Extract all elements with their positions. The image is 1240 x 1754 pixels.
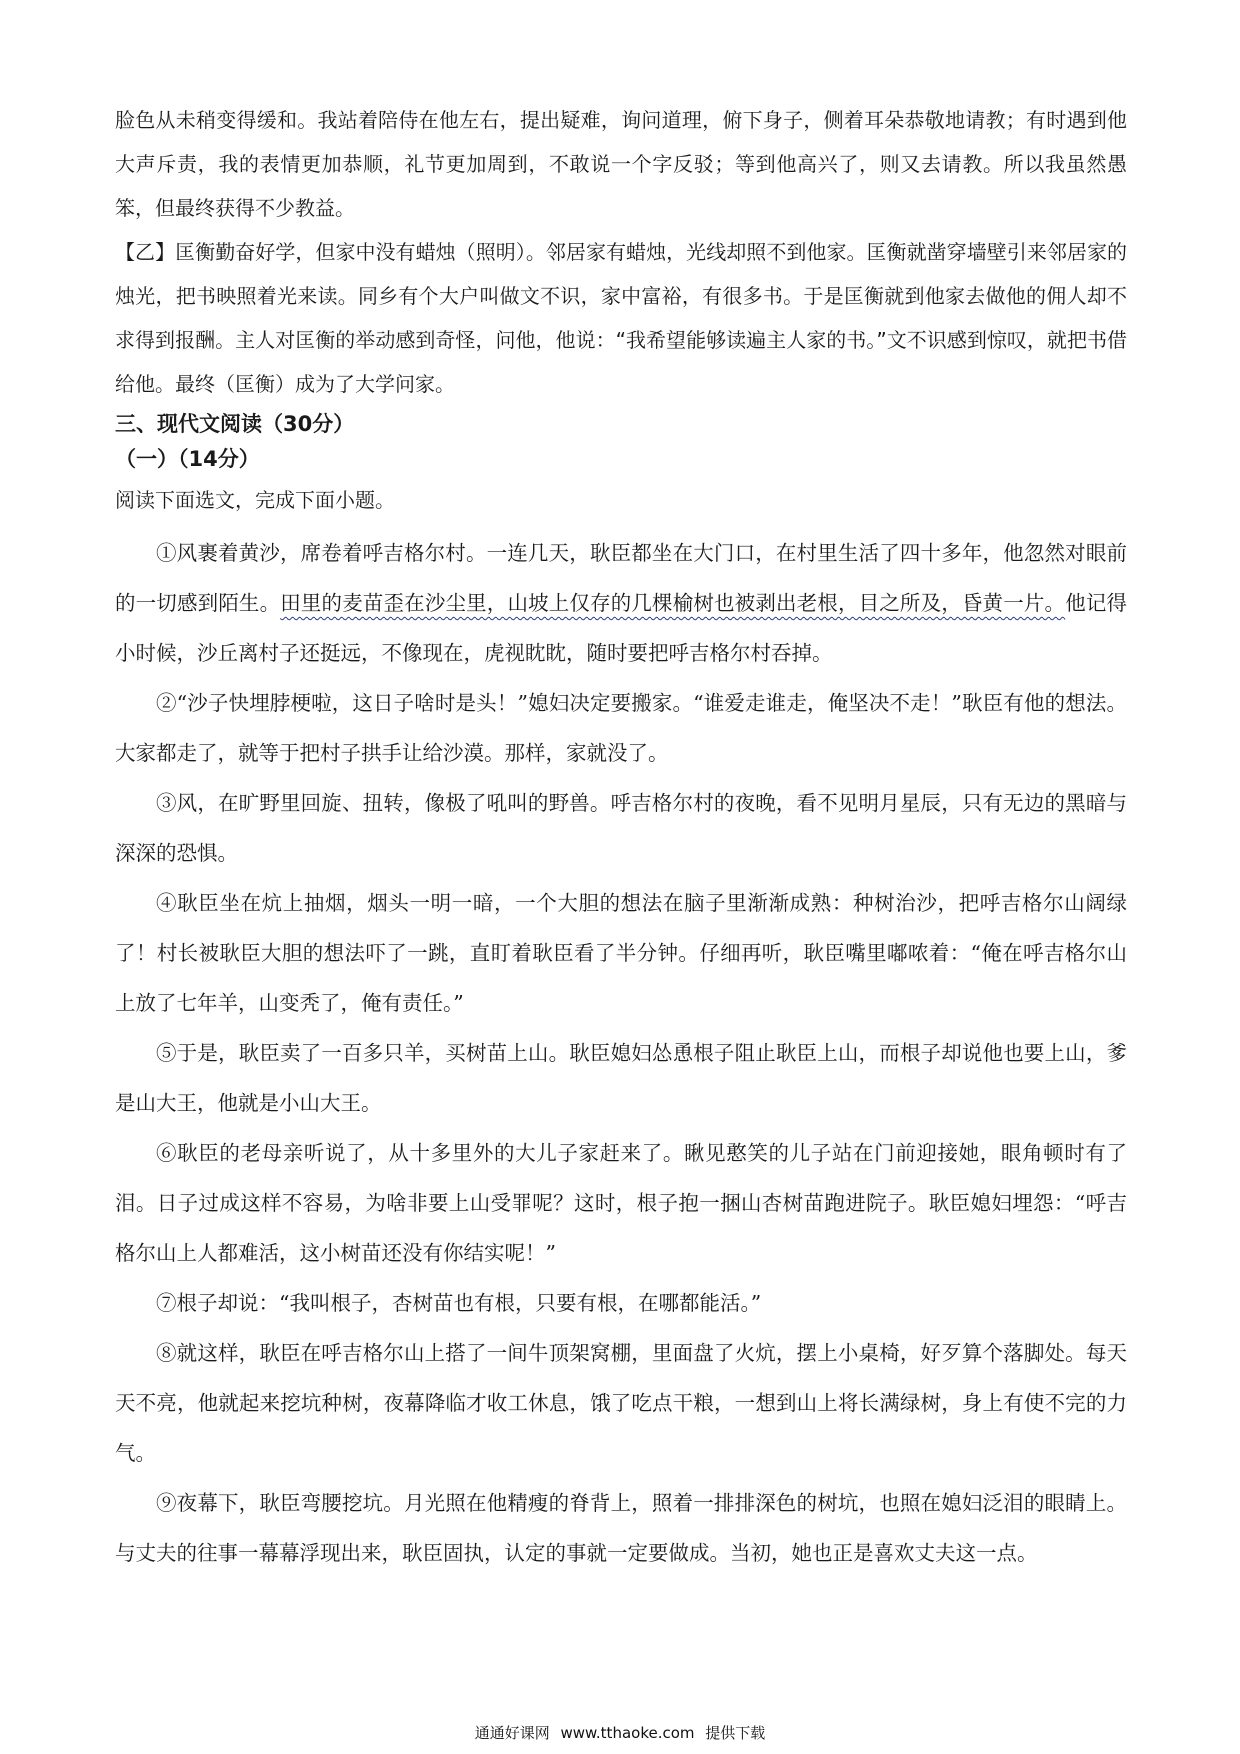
paragraph-1-text-a: ①风裹着黄沙，席卷着呼吉格尔村。一连几天，耿臣都坐在大门口，在村里生活了四十多年，他忽然对眼前的一切感到陌生。 — [115, 541, 1127, 615]
translation-jia-end: 脸色从未稍变得缓和。我站着陪侍在他左右，提出疑难，询问道理，俯下身子，侧着耳朵恭敬地请教；有时遇到他大声斥责，我的表情更加恭顺，礼节更加周到，不敢说一个字反驳；等到他高兴了，则又去请教。所以我虽然愚笨，但最终获得不少教益。 — [115, 108, 1127, 220]
paragraph-3: ③风，在旷野里回旋、扭转，像极了吼叫的野兽。呼吉格尔村的夜晚，看不见明月星辰，只有无边的黑暗与深深的恐惧。 — [115, 791, 1127, 865]
paragraph-7: ⑦根子却说：“我叫根子，杏树苗也有根，只要有根，在哪都能活。” — [156, 1291, 762, 1315]
footer-url[interactable]: www.tthaoke.com — [560, 1724, 695, 1742]
section-title: 三、现代文阅读（30分） — [115, 412, 355, 436]
paragraph-4: ④耿臣坐在炕上抽烟，烟头一明一暗，一个大胆的想法在脑子里渐渐成熟：种树治沙，把呼吉格尔山阔绿了！村长被耿臣大胆的想法吓了一跳，直盯着耿臣看了半分钟。仔细再听，耿臣嘴里嘟哝着：“俺在呼吉格尔山上放了七年羊，山变秃了，俺有责任。” — [115, 891, 1127, 1015]
paragraph-2: ②“沙子快埋脖梗啦，这日子啥时是头！”媳妇决定要搬家。“谁爱走谁走，俺坚决不走！”耿臣有他的想法。大家都走了，就等于把村子拱手让给沙漠。那样，家就没了。 — [115, 691, 1127, 765]
page-footer — [0, 1722, 1240, 1743]
footer-suffix: 提供下载 — [705, 1724, 766, 1742]
paragraph-8: ⑧就这样，耿臣在呼吉格尔山上搭了一间牛顶架窝棚，里面盘了火炕，摆上小桌椅，好歹算个落脚处。每天天不亮，他就起来挖坑种树，夜幕降临才收工休息，饿了吃点干粮，一想到山上将长满绿树，身上有使不完的力气。 — [115, 1341, 1127, 1465]
translation-yi: 【乙】匡衡勤奋好学，但家中没有蜡烛（照明）。邻居家有蜡烛，光线却照不到他家。匡衡就凿穿墙壁引来邻居家的烛光，把书映照着光来读。同乡有个大户叫做文不识，家中富裕，有很多书。于是匡衡就到他家去做他的佣人却不求得到报酬。主人对匡衡的举动感到奇怪，问他，他说：“我希望能够读遍主人家的书。”文不识感到惊叹，就把书借给他。最终（匡衡）成为了大学问家。 — [115, 240, 1127, 396]
paragraph-5: ⑤于是，耿臣卖了一百多只羊，买树苗上山。耿臣媳妇怂恿根子阻止耿臣上山，而根子却说他也要上山，爹是山大王，他就是小山大王。 — [115, 1041, 1127, 1115]
underlined-sentence: 田里的麦苗歪在沙尘里，山坡上仅存的几棵榆树也被剥出老根，目之所及，昏黄一片。 — [280, 591, 1066, 615]
instruction: 阅读下面选文，完成下面小题。 — [115, 488, 395, 512]
paragraph-9: ⑨夜幕下，耿臣弯腰挖坑。月光照在他精瘦的脊背上，照着一排排深色的树坑，也照在媳妇泛泪的眼睛上。与丈夫的往事一幕幕浮现出来，耿臣固执，认定的事就一定要做成。当初，她也正是喜欢丈夫这一点。 — [115, 1491, 1127, 1565]
page-content — [115, 98, 1127, 1578]
paragraph-6: ⑥耿臣的老母亲听说了，从十多里外的大儿子家赶来了。瞅见憨笑的儿子站在门前迎接她，眼角顿时有了泪。日子过成这样不容易，为啥非要上山受罪呢？这时，根子抱一捆山杏树苗跑进院子。耿臣媳妇埋怨：“呼吉格尔山上人都难活，这小树苗还没有你结实呢！” — [115, 1141, 1127, 1265]
paragraph-1-text-b: 他记得小时候，沙丘离村子还挺远，不像现在，虎视眈眈，随时要把呼吉格尔村吞掉。 — [115, 591, 1127, 665]
footer-site-name: 通通好课网 — [474, 1724, 550, 1742]
paragraph-1 — [115, 528, 1127, 678]
part-title: （一）（14分） — [115, 447, 260, 471]
